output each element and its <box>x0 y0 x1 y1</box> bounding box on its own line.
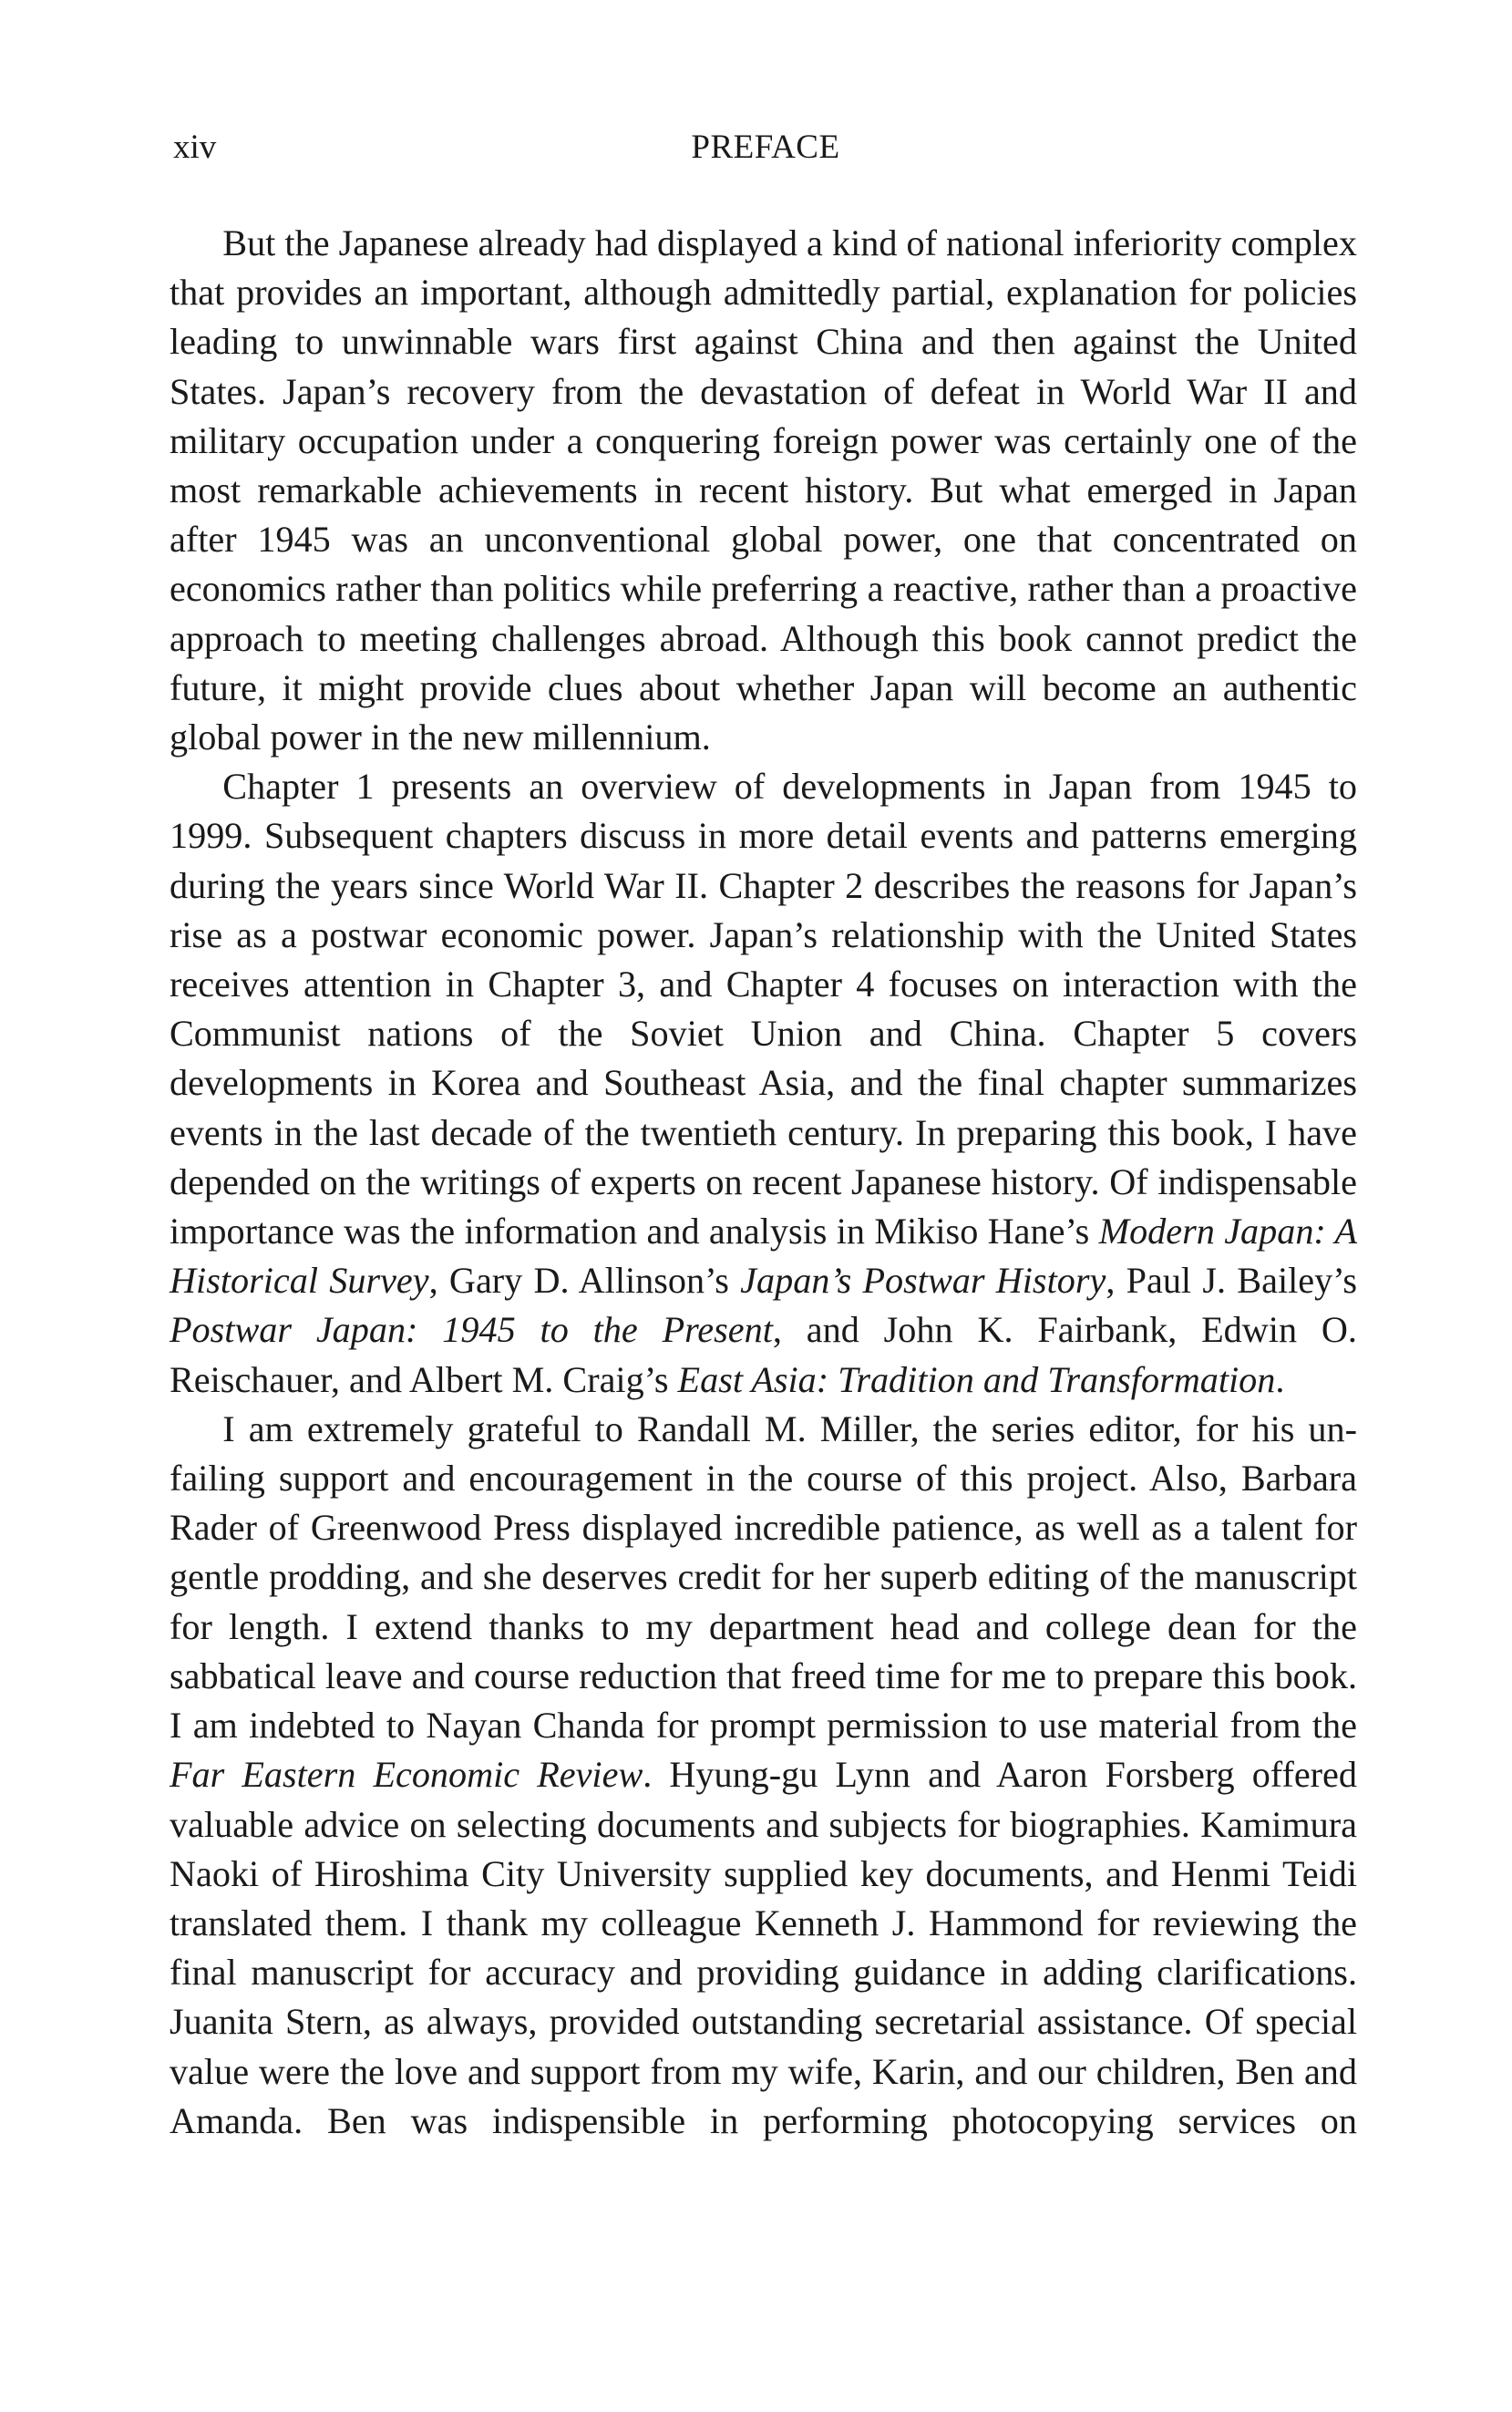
paragraph-3-text-1: I am extremely grateful to Randall M. Miller, the series editor, for his unfailing support and encouragement in the course of this project. Also, Barbara Rader of Greenwood Press displayed incredible patience, as well as a talent for gentle prodding, and she deserves credit for her superb editing of the manuscript for length. I extend thanks to my department head and college dean for the sabbatical leave and course reduction that freed time for me to prepare this book. I am indebted to Nayan Chanda for prompt permission to use material from the <box>170 1407 1357 1747</box>
paragraph-3-text-2: . Hyung-gu Lynn and Aaron Forsberg offered valuable advice on selecting documents and subjects for biographies. Kamimura Naoki of Hiroshima City University supplied key documents, and Henmi Teidi translated them. I thank my colleague Kenneth J. Hammond for reviewing the final manuscript for accuracy and providing guidance in adding clarifications. Juanita Stern, as always, provided outstanding secretarial assistance. Of special value were the love and support from my wife, Karin, and our children, Ben and Amanda. Ben was indispensible in performing photocopying services on <box>170 1754 1357 2141</box>
book-title-japans-postwar-history: Japan’s Postwar History <box>740 1260 1106 1302</box>
paragraph-2-text-3: , Paul J. Bailey’s <box>1106 1260 1358 1302</box>
body-text <box>170 219 1357 2146</box>
paragraph-2-text-4: , and John K. Fairbank, Edwin O. Reischauer, and Albert M. Craig’s <box>170 1309 1357 1400</box>
paragraph-2-text-5: . <box>1275 1358 1285 1400</box>
page-number: xiv <box>173 129 217 166</box>
paragraph-2-text-1: Chapter 1 presents an overview of developments in Japan from 1945 to 1999. Subsequent chapters discuss in more detail events and patterns emerging during the years since World War II. Chapter 2 describes the reasons for Japan’s rise as a postwar economic power. Japan’s relationship with the United States receives attention in Chapter 3, and Chapter 4 focuses on interaction with the Communist nations of the Soviet Union and China. Chapter 5 covers developments in Korea and Southeast Asia, and the final chapter summarizes events in the last decade of the twentieth century. In preparing this book, I have depended on the writings of experts on recent Japanese history. Of indispensable importance was the information and analysis in Mikiso Hane’s <box>170 766 1357 1252</box>
paragraph-1: But the Japanese already had displayed a kind of national inferiority complex that provides an important, although admittedly partial, explanation for policies leading to unwinnable wars first against China and then against the United States. Japan’s recovery from the devastation of defeat in World War II and military occupation under a conquering foreign power was certainly one of the most remarkable achievements in recent history. But what emerged in Japan after 1945 was an unconventional global power, one that concentrated on economics rather than politics while preferring a reactive, rather than a proactive approach to meeting challenges abroad. Although this book cannot predict the future, it might provide clues about whether Japan will become an authentic global power in the new millennium. <box>170 222 1357 758</box>
book-title-east-asia: East Asia: Tradition and Transformation <box>677 1358 1276 1400</box>
book-title-postwar-japan: Postwar Japan: 1945 to the Present <box>170 1309 773 1351</box>
publication-title-far-eastern-economic-review: Far Eastern Economic Review <box>170 1754 643 1796</box>
paragraph-2-text-2: , Gary D. Allinson’s <box>428 1260 741 1302</box>
paragraph-2 <box>170 762 1357 1405</box>
running-head: PREFACE <box>691 129 840 166</box>
paragraph-3 <box>170 1405 1357 2146</box>
page-header <box>173 126 1358 170</box>
book-title-modern-japan: Modern Japan: A Historical Survey <box>170 1211 1357 1302</box>
